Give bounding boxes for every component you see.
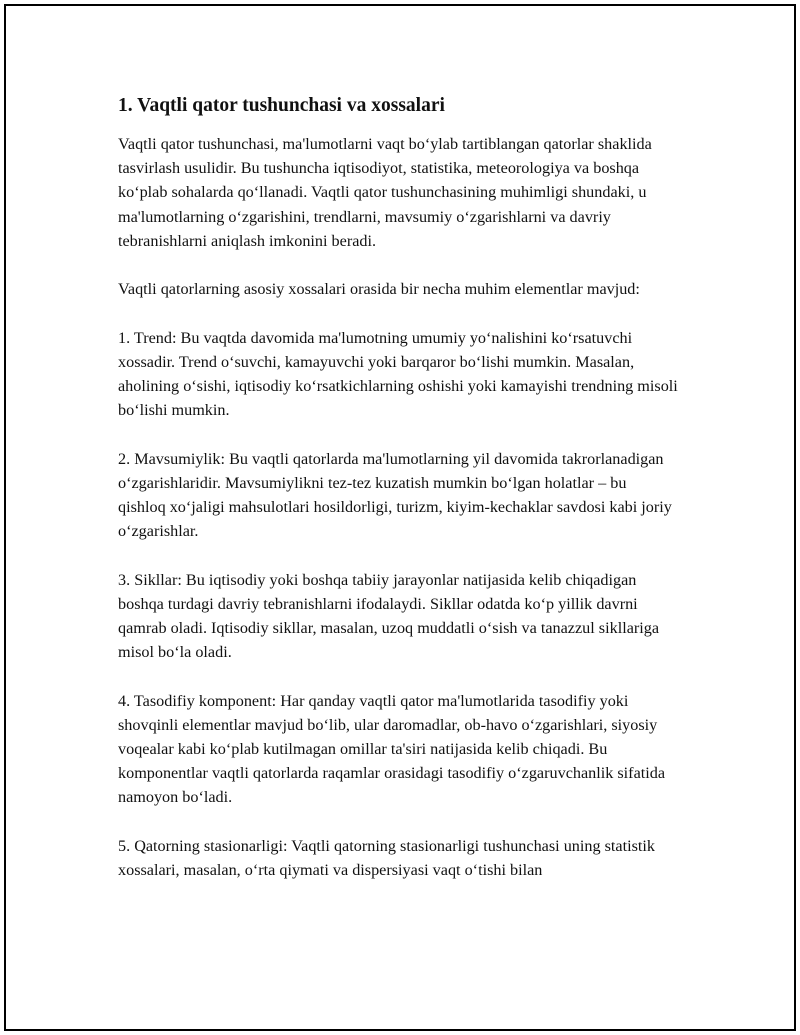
- paragraph-random-component: 4. Tasodifiy komponent: Har qanday vaqtli qator ma'lumotlarida tasodifiy yoki shovqinli elementlar mavjud boʻlib, ular daromadlar, ob-havo oʻzgarishlari, siyosiy voqealar kabi koʻplab kutilmagan omillar ta'siri natijasida kelib chiqadi. Bu komponentlar vaqtli qatorlarda raqamlar orasidagi tasodifiy oʻzgaruvchanlik sifatida namoyon boʻladi.: [118, 691, 666, 807]
- document-body: [118, 92, 678, 906]
- paragraph-properties-lead: Vaqtli qatorlarning asosiy xossalari orasida bir necha muhim elementlar mavjud:: [118, 280, 640, 299]
- paragraph-stationarity: 5. Qatorning stasionarligi: Vaqtli qatorning stasionarligi tushunchasi uning statistik xossalari, masalan, oʻrta qiymati va dispersiyasi vaqt oʻtishi bilan: [118, 836, 655, 879]
- paragraph-trend: 1. Trend: Bu vaqtda davomida ma'lumotning umumiy yoʻnalishini koʻrsatuvchi xossadir. Trend oʻsuvchi, kamayuvchi yoki barqaror boʻlishi mumkin. Masalan, aholining oʻsishi, iqtisodiy koʻrsatkichlarning oshishi yoki kamayishi trendning misoli boʻlishi mumkin.: [118, 328, 678, 420]
- paragraph-intro: Vaqtli qator tushunchasi, ma'lumotlarni vaqt boʻylab tartiblangan qatorlar shaklida tasvirlash usulidir. Bu tushuncha iqtisodiyot, statistika, meteorologiya va boshqa koʻplab sohalarda qoʻllanadi. Vaqtli qator tushunchasining muhimligi shundaki, u ma'lumotlarning oʻzgarishini, trendlarni, mavsumiy oʻzgarishlarni va davriy tebranishlarni aniqlash imkonini beradi.: [118, 135, 652, 250]
- section-heading: 1. Vaqtli qator tushunchasi va xossalari: [118, 95, 445, 116]
- paragraph-cycles: 3. Sikllar: Bu iqtisodiy yoki boshqa tabiiy jarayonlar natijasida kelib chiqadigan boshqa turdagi davriy tebranishlarni ifodalaydi. Sikllar odatda koʻp yillik davrni qamrab oladi. Iqtisodiy sikllar, masalan, uzoq muddatli oʻsish va tanazzul sikllariga misol boʻla oladi.: [118, 570, 660, 662]
- paragraph-seasonality: 2. Mavsumiylik: Bu vaqtli qatorlarda ma'lumotlarning yil davomida takrorlanadigan oʻzgarishlaridir. Mavsumiylikni tez-tez kuzatish mumkin boʻlgan holatlar – bu qishloq xoʻjaligi mahsulotlari hosildorligi, turizm, kiyim-kechaklar savdosi kabi joriy oʻzgarishlar.: [118, 449, 672, 541]
